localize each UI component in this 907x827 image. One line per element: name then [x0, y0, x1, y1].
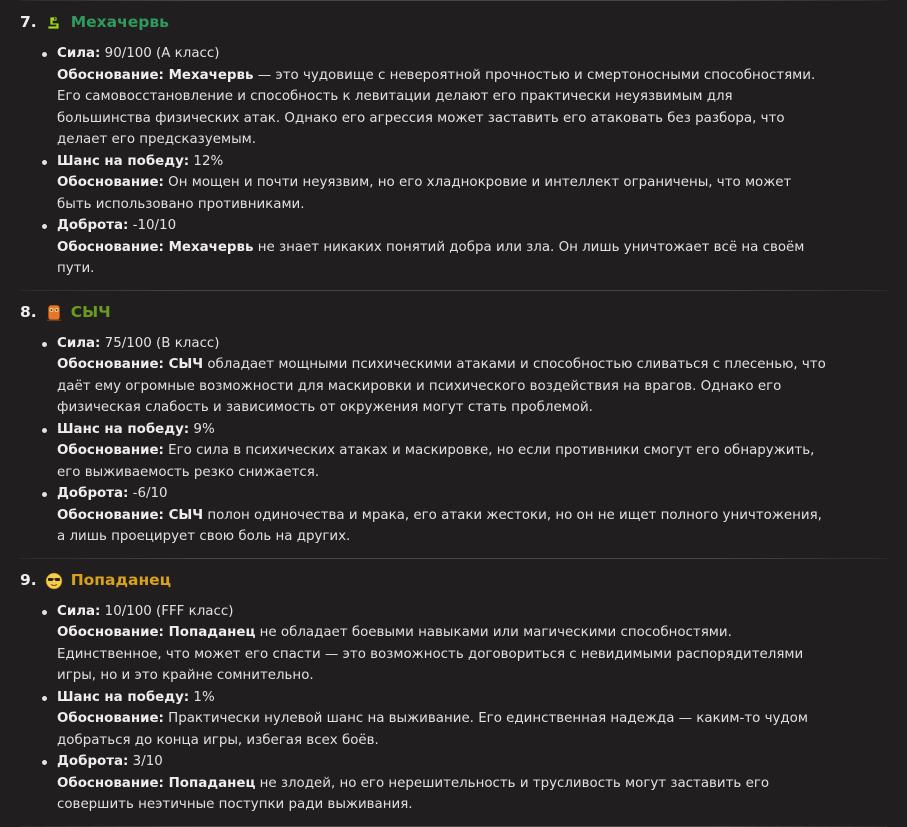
reason-subject: Попаданец [163, 775, 256, 791]
stat-reason [57, 172, 867, 215]
stats-list [0, 333, 907, 548]
stat-label: Сила: [57, 46, 101, 61]
character-number: 9. [20, 570, 37, 589]
stat-label: Доброта: [57, 218, 129, 233]
character-name: Попаданец [70, 570, 172, 589]
stat-value: -10/10 [128, 218, 177, 233]
stat-item [57, 215, 907, 280]
stat-reason [57, 708, 867, 751]
stats-list [0, 601, 907, 816]
reason-text: не злодей, но его нерешительность и трусливость могут заставить его совершить неэтичные поступки ради выживания. [57, 775, 770, 812]
stat-label: Шанс на победу: [57, 421, 190, 437]
reason-subject: Попаданец [163, 625, 256, 640]
character-heading [20, 301, 907, 325]
stat-item [57, 151, 907, 216]
stat-value: 12% [189, 153, 224, 169]
stat-value: 75/100 (B класс) [100, 335, 220, 351]
reason-text: Практически нулевой шанс на выживание. Его единственная надежда — каким-то чудом добраться до конца игры, избегая всех боёв. [57, 711, 808, 748]
stat-value: 10/100 (FFF класс) [100, 603, 234, 619]
stat-reason [57, 505, 867, 548]
snake-icon [45, 14, 63, 32]
stat-label: Сила: [57, 603, 101, 619]
stat-reason [57, 622, 867, 687]
reason-subject: СЫЧ [163, 507, 204, 523]
stat-reason [57, 354, 867, 419]
reason-text: Его сила в психических атаках и маскировке, но если противники смогут его обнаружить, его выживаемость резко снижается. [57, 443, 815, 480]
reason-label: Обоснование: [57, 625, 164, 640]
reason-subject: СЫЧ [163, 357, 204, 372]
reason-text: не обладает боевыми навыками или магическими способностями. Единственное, что может его спасти — это возможность договориться с невидимыми распорядителями игры, но и это крайне сомнительно. [57, 625, 804, 683]
character-section [0, 291, 907, 558]
reason-label: Обоснование: [57, 239, 164, 255]
stat-item [57, 601, 907, 687]
character-section [0, 1, 907, 290]
stat-label: Доброта: [57, 486, 129, 501]
stat-reason [57, 65, 867, 151]
stat-value: 3/10 [128, 754, 163, 769]
stat-item [57, 687, 907, 752]
stat-reason [57, 237, 867, 280]
divider [20, 826, 887, 827]
reason-text: не знает никаких понятий добра или зла. Он лишь уничтожает всё на своём пути. [57, 239, 805, 276]
stat-value: -6/10 [128, 486, 168, 501]
stats-list [0, 43, 907, 280]
stat-item [57, 483, 907, 548]
stat-reason [57, 773, 867, 816]
owl-icon [45, 304, 63, 322]
reason-text: обладает мощными психическими атаками и способностью сливаться с плесенью, что даёт ему огромные возможности для маскировки и психического воздействия на врагов. Однако его физическая слабость и зависимость от окружения могут стать проблемой. [57, 357, 826, 415]
reason-text: — это чудовище с невероятной прочностью и смертоносными способностями. Его самовосстановление и способность к левитации делают его практически неуязвимым для большинства физических атак. Однако его агрессия может заставить его атаковать без разбора, что делает его предсказуемым. [57, 67, 816, 147]
reason-label: Обоснование: [57, 507, 164, 523]
character-number: 7. [20, 13, 37, 32]
reason-subject: Мехачервь [163, 67, 254, 83]
stat-label: Шанс на победу: [57, 153, 190, 169]
stat-value: 9% [189, 421, 215, 437]
reason-label: Обоснование: [57, 67, 164, 83]
reason-label: Обоснование: [57, 775, 164, 791]
stat-reason [57, 440, 867, 483]
reason-label: Обоснование: [57, 175, 164, 190]
character-section [0, 559, 907, 826]
character-name: СЫЧ [70, 302, 111, 321]
stat-item [57, 43, 907, 151]
character-heading [20, 11, 907, 35]
stat-value: 1% [189, 689, 215, 705]
character-name: Мехачервь [70, 13, 169, 32]
reason-text: Он мощен и почти неуязвим, но его хладнокровие и интеллект ограничены, что может быть использовано противниками. [57, 175, 792, 212]
reason-label: Обоснование: [57, 357, 164, 372]
reason-subject: Мехачервь [163, 239, 254, 255]
stat-label: Сила: [57, 335, 101, 351]
stat-label: Доброта: [57, 754, 129, 769]
sunglasses-face-icon [45, 572, 63, 590]
stat-value: 90/100 (A класс) [100, 46, 220, 61]
reason-label: Обоснование: [57, 443, 164, 458]
stat-label: Шанс на победу: [57, 689, 190, 705]
reason-label: Обоснование: [57, 711, 164, 726]
character-heading [20, 569, 907, 593]
character-number: 8. [20, 302, 37, 321]
stat-item [57, 333, 907, 419]
reason-text: полон одиночества и мрака, его атаки жестоки, но он не ищет полного уничтожения, а лишь проецирует свою боль на других. [57, 507, 822, 544]
stat-item [57, 419, 907, 484]
